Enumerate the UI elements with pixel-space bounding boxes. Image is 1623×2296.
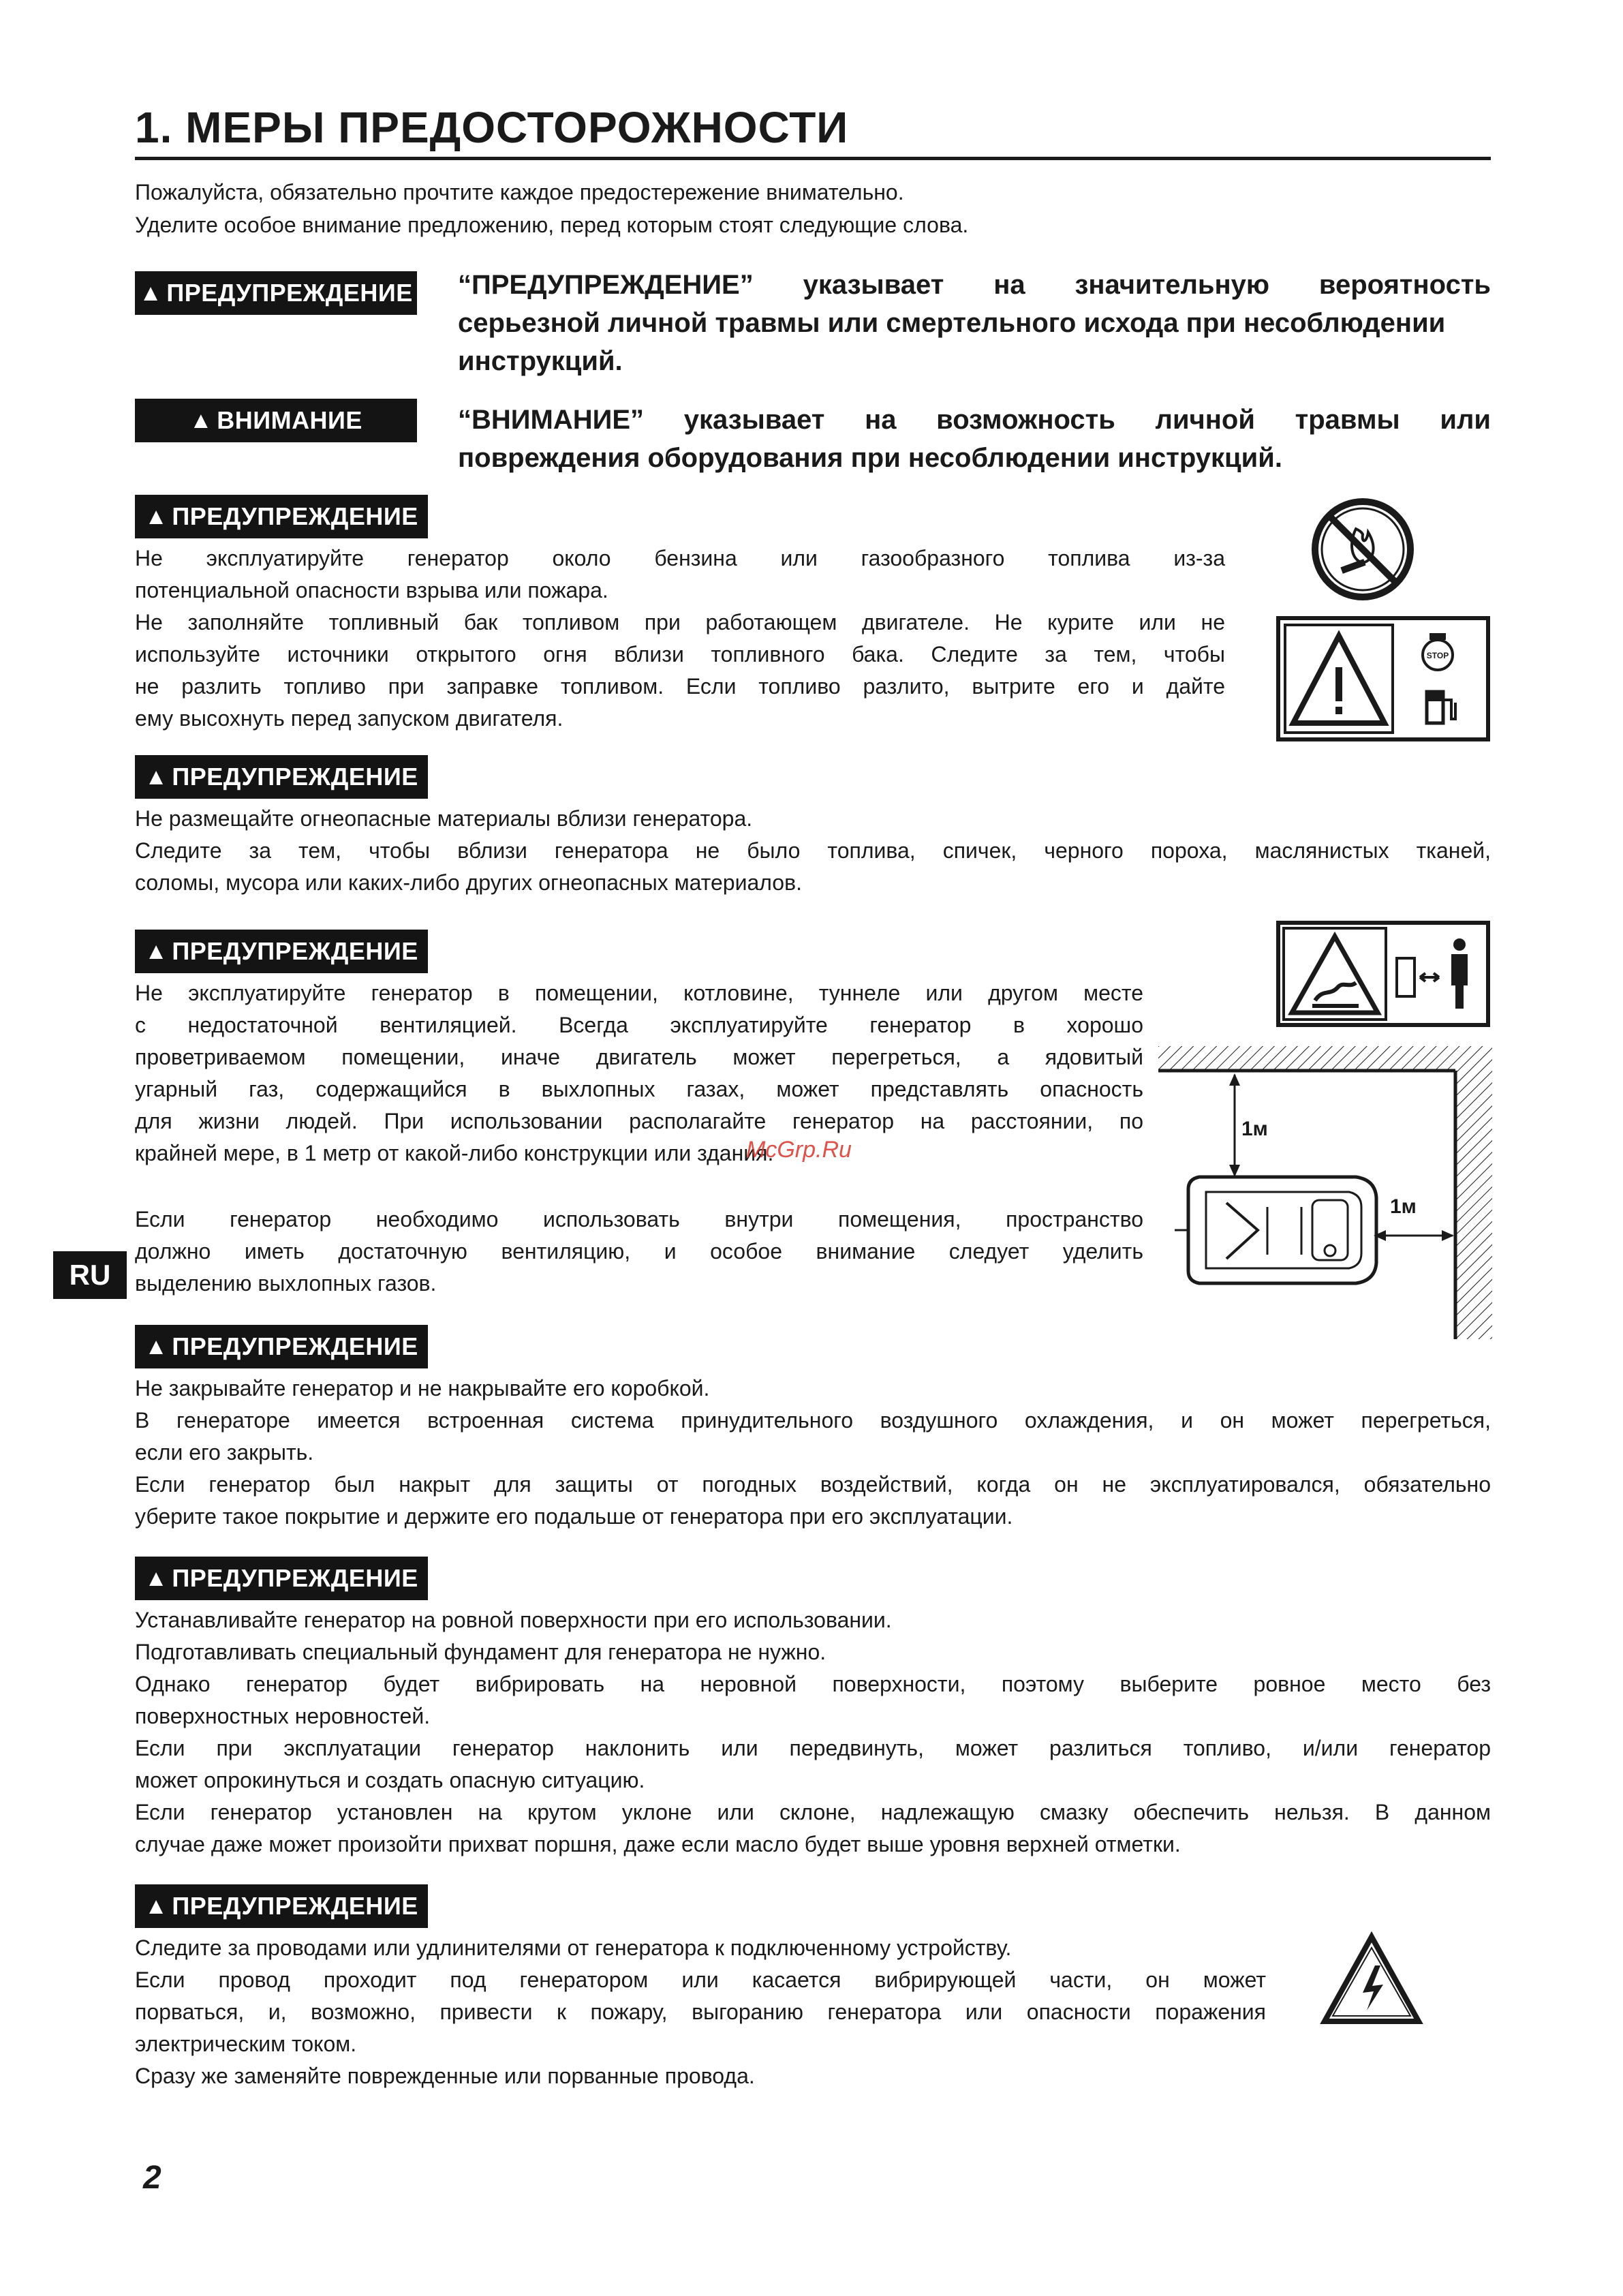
warning-triangle-icon: ▲ bbox=[144, 938, 168, 964]
warning-badge: ▲ ПРЕДУПРЕЖДЕНИЕ bbox=[135, 271, 417, 315]
section-warning-badge: ▲ ПРЕДУПРЕЖДЕНИЕ bbox=[135, 1557, 428, 1600]
section-warning-badge: ▲ ПРЕДУПРЕЖДЕНИЕ bbox=[135, 495, 428, 538]
clearance-side-label: 1м bbox=[1390, 1195, 1417, 1218]
section-fuel-text: Не эксплуатируйте генератор около бензина или газообразного топлива из-за потенциальной опасности взрыва или пожара. Не заполняйте топливный бак топливом при работающем двигателе. Не курите или не используйте источники открытого огня вблизи топливного бака. Следите за тем, чтобы не разлить топливо при заправке топливом. Если топливо разлито, вытрите его и дайте ему высохнуть перед запуском двигателя. bbox=[135, 546, 1225, 731]
section-ventilation-text: Не эксплуатируйте генератор в помещении, котловине, туннеле или другом месте с недостаточной вентиляцией. Всегда эксплуатируйте генератор в хорошо проветриваемом помещении, иначе двигатель может перегреться, а ядовитый угарный газ, содержащийся в выхлопных газах, может представлять опасность для жизни людей. При использовании располагайте генератор на расстоянии, по крайней мере, в 1 метр от какой-либо конструкции или здания. bbox=[135, 981, 1143, 1165]
section-warning-badge: ▲ ПРЕДУПРЕЖДЕНИЕ bbox=[135, 1325, 428, 1368]
warning-triangle-icon: ▲ bbox=[144, 763, 168, 790]
warning-triangle-icon: ▲ bbox=[139, 279, 163, 306]
exhaust-distance-label-icon bbox=[1276, 920, 1491, 1028]
page-title: 1. МЕРЫ ПРЕДОСТОРОЖНОСТИ bbox=[135, 103, 849, 152]
no-open-flame-icon bbox=[1308, 495, 1417, 604]
warning-definition: “ПРЕДУПРЕЖДЕНИЕ” указывает на значительную вероятность серьезной личной травмы или смертельного исхода при несоблюдении инструкций. bbox=[458, 270, 1491, 376]
clearance-diagram bbox=[1158, 1046, 1492, 1339]
intro-line: Уделите особое внимание предложению, перед которым стоят следующие слова. bbox=[135, 213, 969, 237]
warning-triangle-icon: ▲ bbox=[144, 1333, 168, 1360]
section-warning-badge: ▲ ПРЕДУПРЕЖДЕНИЕ bbox=[135, 755, 428, 799]
clearance-top-label: 1м bbox=[1241, 1118, 1268, 1140]
section-cords-text: Следите за проводами или удлинителями от генератора к подключенному устройству. Если провод проходит под генератором или касается вибрирующей части, он может порваться, и, возможно, привести к пожару, выгоранию генератора или опасности поражения электрическим током. Сразу же заменяйте поврежденные или порванные провода. bbox=[135, 1935, 1266, 2088]
watermark: McGrp.Ru bbox=[746, 1137, 852, 1163]
language-tab: RU bbox=[53, 1251, 127, 1299]
fuel-warning-label-icon bbox=[1276, 615, 1491, 742]
intro-line: Пожалуйста, обязательно прочтите каждое предостережение внимательно. bbox=[135, 180, 904, 204]
warning-triangle-icon: ▲ bbox=[144, 1893, 168, 1919]
section-ventilation-text-2: Если генератор необходимо использовать внутри помещения, пространство должно иметь достаточную вентиляцию, и особое внимание следует уделить выделению выхлопных газов. bbox=[135, 1207, 1143, 1296]
section-level-surface-text: Устанавливайте генератор на ровной поверхности при его использовании. Подготавливать специальный фундамент для генератора не нужно. Однако генератор будет вибрировать на неровной поверхности, поэтому выберите ровное место без поверхностных неровностей. Если при эксплуатации генератор наклонить или передвинуть, может разлиться топливо, и/или генератор может опрокинуться и создать опасную ситуацию. Если генератор установлен на крутом уклоне или склоне, надлежащую смазку обеспечить нельзя. В данном случае даже может произойти прихват поршня, даже если масло будет выше уровня верхней отметки. bbox=[135, 1608, 1491, 1856]
section-flammable-text: Не размещайте огнеопасные материалы вблизи генератора. Следите за тем, чтобы вблизи генератора не было топлива, спичек, черного пороха, маслянистых тканей, соломы, мусора или каких-либо других огнеопасных материалов. bbox=[135, 806, 1491, 895]
caution-badge: ▲ ВНИМАНИЕ bbox=[135, 399, 417, 442]
stop-label: STOP bbox=[1426, 651, 1449, 660]
intro-text bbox=[135, 176, 968, 241]
section-warning-badge: ▲ ПРЕДУПРЕЖДЕНИЕ bbox=[135, 1884, 428, 1928]
section-covering-text: Не закрывайте генератор и не накрывайте его коробкой. В генераторе имеется встроенная система принудительного воздушного охлаждения, и он может перегреться, если его закрыть. Если генератор был накрыт для защиты от погодных воздействий, когда он не эксплуатировался, обязательно уберите такое покрытие и держите его подальше от генератора при его эксплуатации. bbox=[135, 1376, 1491, 1529]
electric-shock-hazard-icon bbox=[1320, 1933, 1423, 2025]
caution-definition: “ВНИМАНИЕ” указывает на возможность личной травмы или повреждения оборудования при несоблюдении инструкций. bbox=[458, 405, 1491, 473]
warning-triangle-icon: ▲ bbox=[144, 503, 168, 530]
section-warning-badge: ▲ ПРЕДУПРЕЖДЕНИЕ bbox=[135, 930, 428, 973]
title-rule bbox=[135, 157, 1491, 160]
warning-triangle-icon: ▲ bbox=[144, 1565, 168, 1591]
generator-top-view-icon bbox=[1175, 1177, 1376, 1283]
warning-triangle-icon: ▲ bbox=[189, 407, 213, 433]
page-number: 2 bbox=[143, 2160, 161, 2196]
